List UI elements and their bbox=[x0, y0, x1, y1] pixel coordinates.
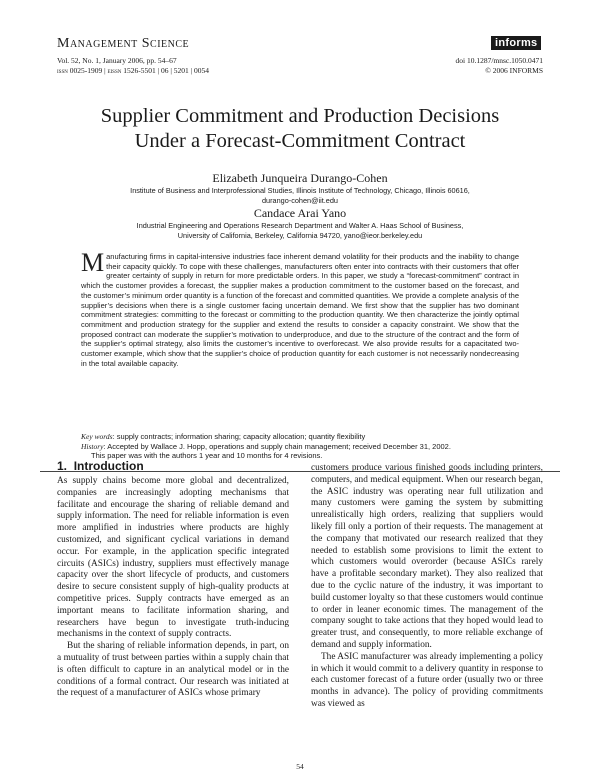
revisions-line: This paper was with the authors 1 year and 10 months for 4 revisions. bbox=[91, 451, 323, 461]
paper-title bbox=[40, 104, 560, 154]
paragraph: As supply chains become more global and decentralized, companies are increasingly adopting mechanisms that facilitate and encourage the sharing of reliable demand and supply information. The need for reliable information is even more amplified in industries where products are highly customized, and significant cyclical variations in demand occur. For example, in the application specific integrated circuits (ASICs) industry, suppliers must effectively manage capacity over the short lifecycle of products, and customers desire to secure consistent supply of high-quality products at competitive prices. Supply contracts have emerged as an important means to facilitate information sharing, and researchers have begun to investigate truth-inducing mechanisms in the context of supply contracts. bbox=[57, 476, 289, 640]
history-line bbox=[81, 442, 519, 452]
journal-issn: issn 0025-1909 | eissn 1526-5501 | 06 | 5201 | 0054 bbox=[57, 66, 209, 75]
journal-name: Management Science bbox=[57, 36, 190, 51]
copyright-text: © 2006 INFORMS bbox=[485, 66, 543, 75]
body-column-left bbox=[57, 476, 289, 700]
doi-text: doi 10.1287/mnsc.1050.0471 bbox=[455, 56, 543, 65]
section-number: 1. bbox=[57, 459, 68, 473]
paragraph: But the sharing of reliable information depends, in part, on a mutuality of trust between parties within a supply chain that is often difficult to capture in an analytical model or in the conditions of a formal contract. Our research was initiated at the request of a manufacturer of ASICs whose primary bbox=[57, 641, 289, 699]
abstract-dropcap: M bbox=[81, 248, 105, 277]
author-affiliation: Industrial Engineering and Operations Research Department and Walter A. Haas School of Business, bbox=[136, 221, 464, 230]
keywords-text: : supply contracts; information sharing; capacity allocation; quantity flexibility bbox=[112, 432, 366, 441]
journal-meta bbox=[57, 56, 209, 76]
doi-block bbox=[456, 56, 544, 76]
keywords-label: Key words bbox=[81, 432, 113, 441]
author-block-2 bbox=[40, 206, 560, 240]
journal-citation: Vol. 52, No. 1, January 2006, pp. 54–67 bbox=[57, 56, 177, 65]
author-name: Candace Arai Yano bbox=[253, 206, 347, 220]
author-email: durango-cohen@iit.edu bbox=[262, 195, 338, 205]
page-number: 54 bbox=[296, 762, 304, 771]
author-name: Elizabeth Junqueira Durango-Cohen bbox=[212, 171, 388, 185]
section-title: Introduction bbox=[73, 459, 144, 473]
history-label: History bbox=[81, 441, 104, 451]
title-line-1: Supplier Commitment and Production Decisions bbox=[100, 105, 500, 127]
author-affiliation-2: University of California, Berkeley, California 94720, yano@ieor.berkeley.edu bbox=[177, 230, 423, 240]
informs-logo: informs bbox=[491, 36, 541, 50]
keywords-history bbox=[81, 432, 519, 461]
paragraph: customers produce various finished goods including printers, computers, and medical equipment. When our research began, the ASIC industry was operating near full utilization and many customers were gaming the system by submitting unrealistically high orders, realizing that suppliers would likely fill only a portion of their requests. The management at the company that motivated our research realized that they needed to establish some provisions to limit the extent to which customers would overorder (because ASICs rarely have a profitable secondary market). They also realized that due to the cyclic nature of the industry, it was important to build customer loyalty so that these customers would continue to order in leaner economic times. The management of the company sought to take actions that they hoped would lead to greater trust, and consequently, to more reliable exchange of demand and supply information. bbox=[311, 463, 543, 650]
body-column-right bbox=[311, 463, 543, 711]
abstract-text: anufacturing firms in capital-intensive industries face inherent demand volatility for their products and the inability to change their capacity quickly. To cope with these challenges, manufacturers often enter into contracts with their customers that offer greater certainty of supply in return for more predictable orders. In this paper, we study a “forecast-commitment” contract in which the customer provides a forecast, the supplier makes a production commitment to the customer based on the forecast, and the customer’s minimum order quantity is a function of the forecast and committed quantities. We provide a complete analysis of the supplier’s decisions when there is a single customer facing uncertain demand. We first show that the supplier has two dominant commitment strategies: committing to the forecast or committing to the production quantity. We then characterize the jointly optimal commitment and production strategy for the supplier and extend the results to consider a capacity constraint. We show that the proposed contract can moderate the supplier’s motivation to underproduce, and due to the structure of the contract and the form of the supplier’s optimal strategy, also limits the customer’s incentive to overforecast. We also provide results for a capacitated two-customer example, which show that the supplier’s choice of production quantity for each customer is not necessarily nondecreasing in the total available capacity. bbox=[81, 252, 519, 368]
author-block-1 bbox=[40, 171, 560, 205]
paragraph: The ASIC manufacturer was already implementing a policy in which it would commit to a delivery quantity in response to each customer forecast of a future order (usually two or three months in advance). The policy of providing commitments was viewed as bbox=[311, 651, 543, 709]
abstract bbox=[81, 248, 519, 368]
author-affiliation: Institute of Business and Interprofessional Studies, Illinois Institute of Technology, Chicago, Illinois 60616, bbox=[130, 186, 470, 195]
title-line-2: Under a Forecast-Commitment Contract bbox=[134, 130, 466, 152]
keywords-line bbox=[81, 432, 519, 442]
section-heading bbox=[57, 459, 144, 473]
history-text: : Accepted by Wallace J. Hopp, operations and supply chain management; received December 31, 2002. bbox=[103, 441, 451, 451]
